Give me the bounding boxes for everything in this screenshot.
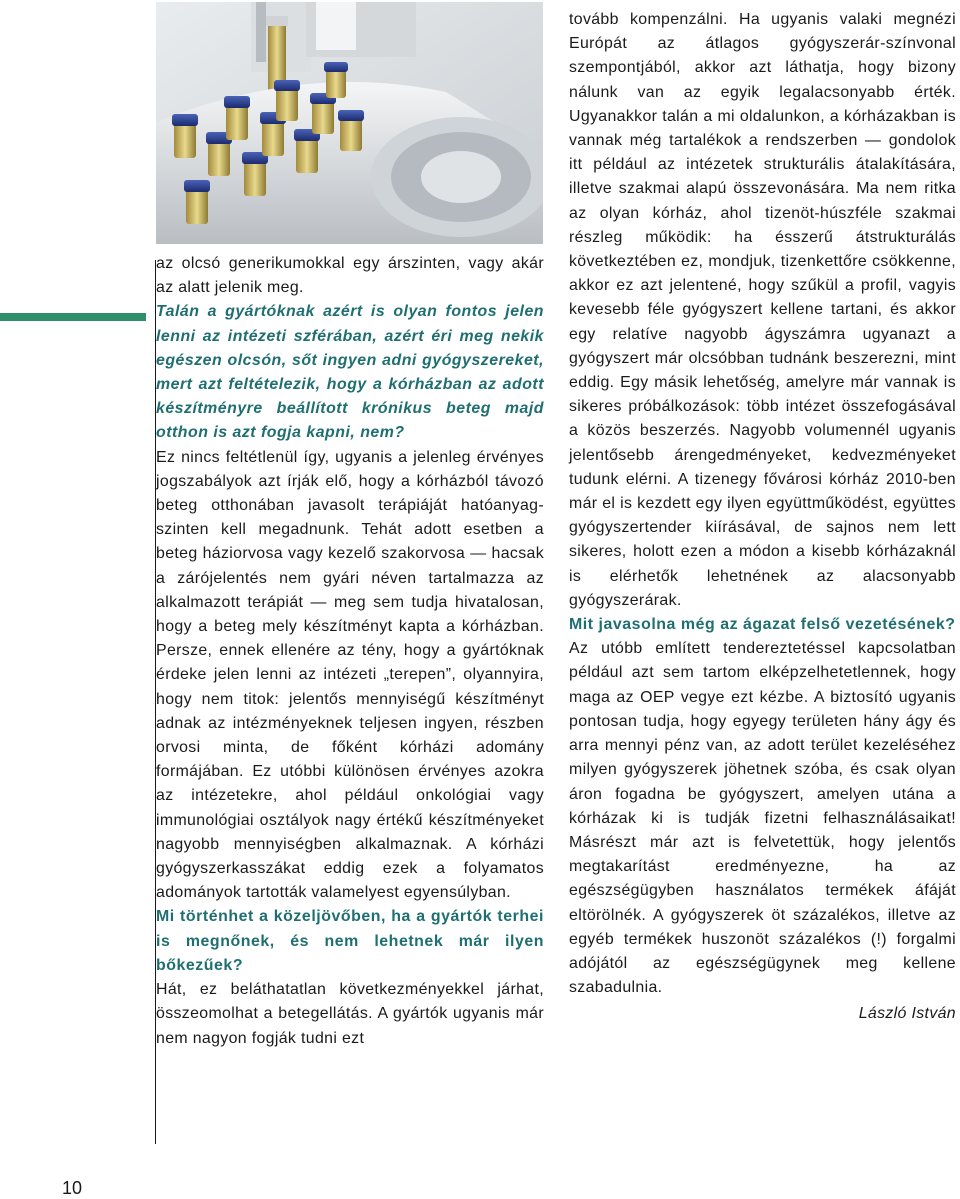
lab-autosampler-photo	[156, 2, 543, 244]
paragraph: tovább kompenzálni. Ha ugyanis valaki megnézi Európát az átlagos gyógyszerár-színvonal szempontjából, akkor azt láthatja, hogy bizony nálunk van az egyik legalacsonyabb érték. Ugyanakkor talán a mi oldalunkon, a kórházakban is vannak még tartalékok a rendszerben — gondolok itt például az intézetek strukturális átalakítására, illetve szakmai alapú összevonására. Ma nem ritka az olyan kórház, ahol tizenöt-húszféle szakmai részleg működik: ha ésszerű átstrukturálás következtében ez, mondjuk, tizenkettőre csökkenne, akkor ez azt jelentené, hogy szűkül a profil, vagyis kevesebb féle gyógyszert kellene tartani, és akkor egy relatíve nagyobb ágyszámra ugyanazt a gyógyszert már olcsóbban tudnánk beszerezni, mint eddig. Egy másik lehetőség, amelyre már vannak is sikeres próbálkozások: több intézet összefogásával a közös beszerzés. Nagyobb volumennél ugyanis jelentősebb árengedményeket, kedvezményeket tudunk elérni. A tizenegy fővárosi kórház 2010-ben már el is kezdett egy ilyen együttműködést, együttes gyógyszertender kiírásával, de sajnos nem lett sikeres, holott ezen a módon a kisebb kórházaknál is elérhetők lehetnének az alacsonyabb gyógyszerárak.	[569, 11, 956, 609]
paragraph: Ez nincs feltétlenül így, ugyanis a jelenleg érvényes jogszabályok azt írják elő, hogy a kórházból távozó beteg otthonában javasolt terápiáját hatóanyag-szinten kell megadnunk. Tehát adott esetben a beteg háziorvosa vagy kezelő szakorvosa — hacsak a zárójelentés nem gyári néven tartalmazza az alkalmazott terápiát — meg sem tudja hivatalosan, hogy a beteg mely készítményt kapta a kórházban. Persze, ennek ellenére az tény, hogy a gyártóknak érdeke jelen lenni az intézeti „terepen”, olyannyira, hogy nem titok: jelentős mennyiségű készítményt adnak az intézményeknek teljesen ingyen, részben orvosi minta, de főként kórházi adomány formájában. Ez utóbbi különösen érvényes azokra az intézetekre, ahol például onkológiai vagy immunológiai osztályok nagy értékű készítményeket nagyobb mennyiségben alkalmaznak. A kórházi gyógyszerkasszákat eddig ezek a folyamatos adományok tartották valamelyest egyensúlyban.	[156, 448, 544, 902]
interview-question: Mit javasolna még az ágazat felső vezetésének?	[569, 616, 956, 634]
article-column-left	[156, 252, 544, 1051]
paragraph: Az utóbb említett tendereztetéssel kapcsolatban például azt sem tartom elképzelhetetlennek, hogy maga az OEP vegye ezt kézbe. A biztosító ugyanis pontosan tudja, hogy egyegy területen hány ágy és arra mennyi pénz van, az adott terület kezeléséhez milyen gyógyszerek jöhetnek szóba, és csak olyan áron fogadna be gyógyszert, amelyen utána a kórházak ki is tudják fizetni felhasználásaikat! Másrészt már azt is felvetettük, hogy jelentős megtakarítást eredményezne, ha az egészségügyben használatos termékek áfáját eltörölnék. A gyógyszerek öt százalékos, illetve az egyéb termékek huszonöt százalékos (!) forgalmi adójától az egészségügynek meg kellene szabadulnia.	[569, 640, 956, 997]
paragraph: Hát, ez beláthatatlan következményekkel járhat, összeomolhat a betegellátás. A gyártók ugyanis már nem nagyon fogják tudni ezt	[156, 981, 544, 1047]
author-byline: László István	[858, 1005, 956, 1023]
page-number: 10	[62, 1178, 83, 1198]
section-accent-bar	[0, 313, 146, 321]
lead-question: Talán a gyártóknak azért is olyan fontos jelen lenni az intézeti szférában, azért éri meg nekik egészen olcsón, sőt ingyen adni gyógyszereket, mert azt feltételezik, hogy a kórházban az adott készítményre beállított krónikus beteg majd otthon is azt fogja kapni, nem?	[156, 303, 544, 442]
paragraph: az olcsó generikumokkal egy árszinten, vagy akár az alatt jelenik meg.	[156, 255, 544, 297]
article-column-right	[569, 8, 956, 1027]
interview-question: Mi történhet a közeljövőben, ha a gyártók terhei is megnőnek, és nem lehetnek már ilyen bőkezűek?	[156, 908, 544, 974]
